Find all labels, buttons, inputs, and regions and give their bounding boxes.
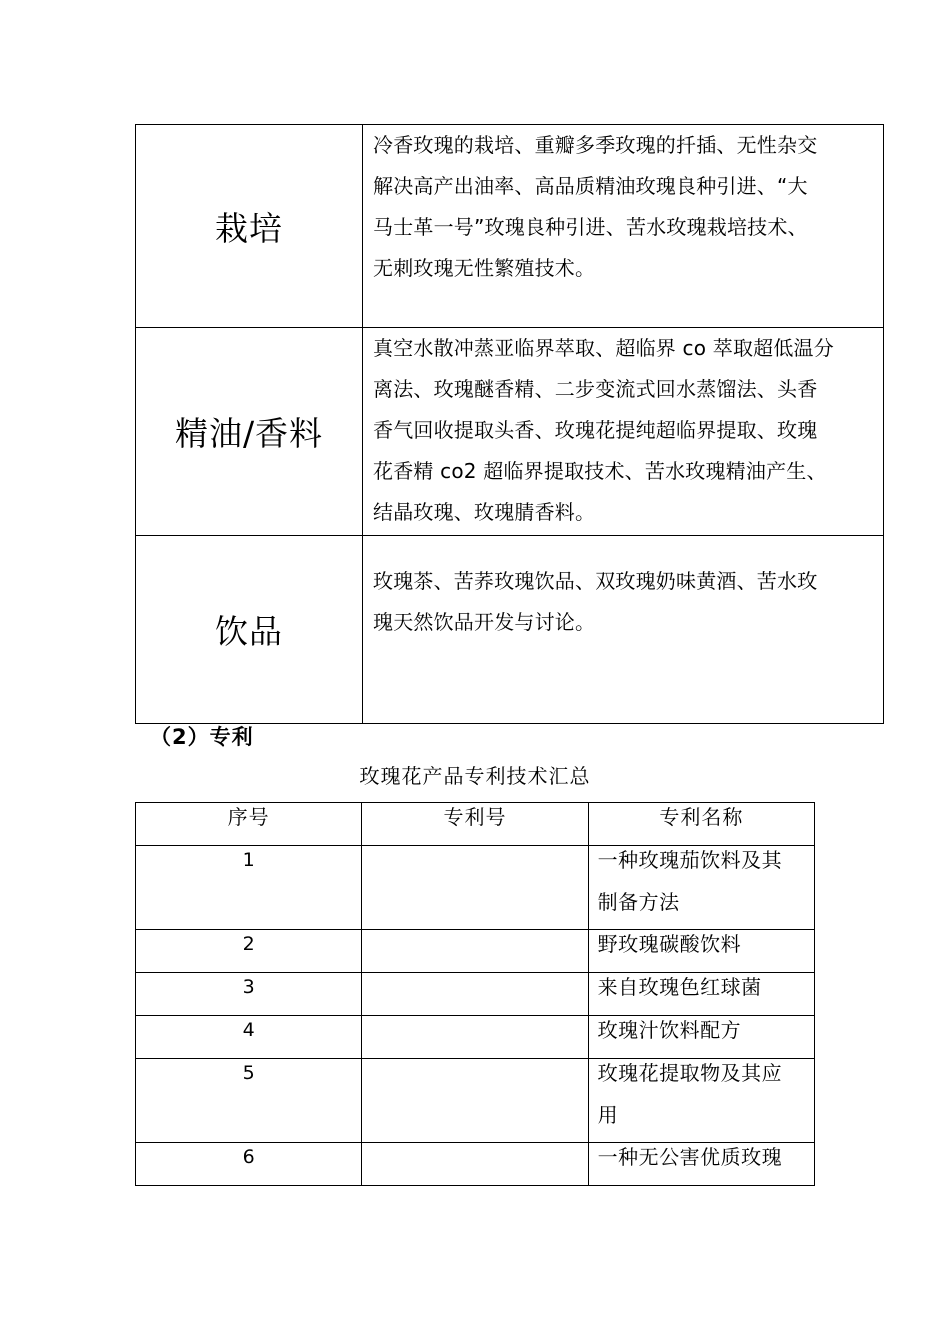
patent-name-cell bbox=[588, 1143, 814, 1186]
description-line: 玫瑰茶、苦荞玫瑰饮品、双玫瑰奶味黄酒、苦水玫 bbox=[373, 569, 818, 593]
table-row bbox=[136, 846, 815, 930]
serial-number: 6 bbox=[242, 1146, 255, 1168]
category-cell: 精油/香料 bbox=[136, 328, 363, 536]
patent-name-line: 玫瑰汁饮料配方 bbox=[597, 1018, 742, 1042]
patent-table bbox=[135, 802, 815, 1186]
description-line: 解决高产出油率、高品质精油玫瑰良种引进、“大 bbox=[373, 174, 808, 198]
patent-number-cell bbox=[362, 1143, 588, 1186]
description-cell bbox=[363, 125, 884, 328]
description-cell bbox=[363, 536, 884, 724]
serial-number: 3 bbox=[242, 976, 255, 998]
table-caption: 玫瑰花产品专利技术汇总 bbox=[359, 764, 591, 788]
description-line: 香气回收提取头香、玫瑰花提纯超临界提取、玫瑰 bbox=[373, 418, 818, 442]
description-line: 马士革一号”玫瑰良种引进、苦水玫瑰栽培技术、 bbox=[373, 215, 808, 239]
header-patent-name: 专利名称 bbox=[588, 803, 814, 846]
category-cell: 栽培 bbox=[136, 125, 363, 328]
patent-name-line: 用 bbox=[597, 1103, 619, 1127]
serial-cell bbox=[136, 1143, 362, 1186]
description-line: 真空水散冲蒸亚临界萃取、超临界 co 萃取超低温分 bbox=[373, 336, 834, 360]
header-patent-number: 专利号 bbox=[362, 803, 588, 846]
techniques-row-beverage bbox=[136, 536, 884, 724]
serial-cell bbox=[136, 973, 362, 1016]
patent-number-cell bbox=[362, 1059, 588, 1143]
patent-name-line: 来自玫瑰色红球菌 bbox=[597, 975, 762, 999]
patent-name-block bbox=[598, 839, 814, 923]
patent-number-cell bbox=[362, 930, 588, 973]
category-cell: 饮品 bbox=[136, 536, 363, 724]
section-heading: （2）专利 bbox=[150, 725, 254, 749]
patent-name-line: 一种玫瑰茄饮料及其 bbox=[597, 848, 783, 872]
description-line: 离法、玫瑰醚香精、二步变流式回水蒸馏法、头香 bbox=[373, 377, 818, 401]
serial-cell bbox=[136, 846, 362, 930]
serial-number: 5 bbox=[242, 1062, 255, 1084]
table-row bbox=[136, 1143, 815, 1186]
techniques-row-cultivation bbox=[136, 125, 884, 328]
serial-cell bbox=[136, 1059, 362, 1143]
serial-number: 1 bbox=[242, 849, 255, 871]
description-line: 冷香玫瑰的栽培、重瓣多季玫瑰的扦插、无性杂交 bbox=[373, 133, 818, 157]
description-line: 无刺玫瑰无性繁殖技术。 bbox=[373, 256, 596, 280]
techniques-row-essential-oil bbox=[136, 328, 884, 536]
header-serial: 序号 bbox=[136, 803, 362, 846]
patent-name-cell bbox=[588, 1059, 814, 1143]
patent-name-line: 制备方法 bbox=[597, 890, 680, 914]
patent-name-line: 玫瑰花提取物及其应 bbox=[597, 1061, 783, 1085]
description-line: 瑰天然饮品开发与讨论。 bbox=[373, 610, 596, 634]
patent-name-line: 一种无公害优质玫瑰 bbox=[597, 1145, 783, 1169]
patent-number-cell bbox=[362, 846, 588, 930]
serial-cell bbox=[136, 1016, 362, 1059]
patent-name-block bbox=[598, 1052, 814, 1136]
patent-number-cell bbox=[362, 973, 588, 1016]
serial-number: 2 bbox=[242, 933, 255, 955]
patent-name-line: 野玫瑰碳酸饮料 bbox=[597, 932, 742, 956]
table-row bbox=[136, 1059, 815, 1143]
patent-name-cell bbox=[588, 846, 814, 930]
description-cell bbox=[363, 328, 884, 536]
description-line: 花香精 co2 超临界提取技术、苦水玫瑰精油产生、 bbox=[373, 459, 827, 483]
patent-number-cell bbox=[362, 1016, 588, 1059]
description-line: 结晶玫瑰、玫瑰腈香料。 bbox=[373, 500, 596, 524]
serial-number: 4 bbox=[242, 1019, 255, 1041]
serial-cell bbox=[136, 930, 362, 973]
techniques-table bbox=[135, 124, 884, 724]
